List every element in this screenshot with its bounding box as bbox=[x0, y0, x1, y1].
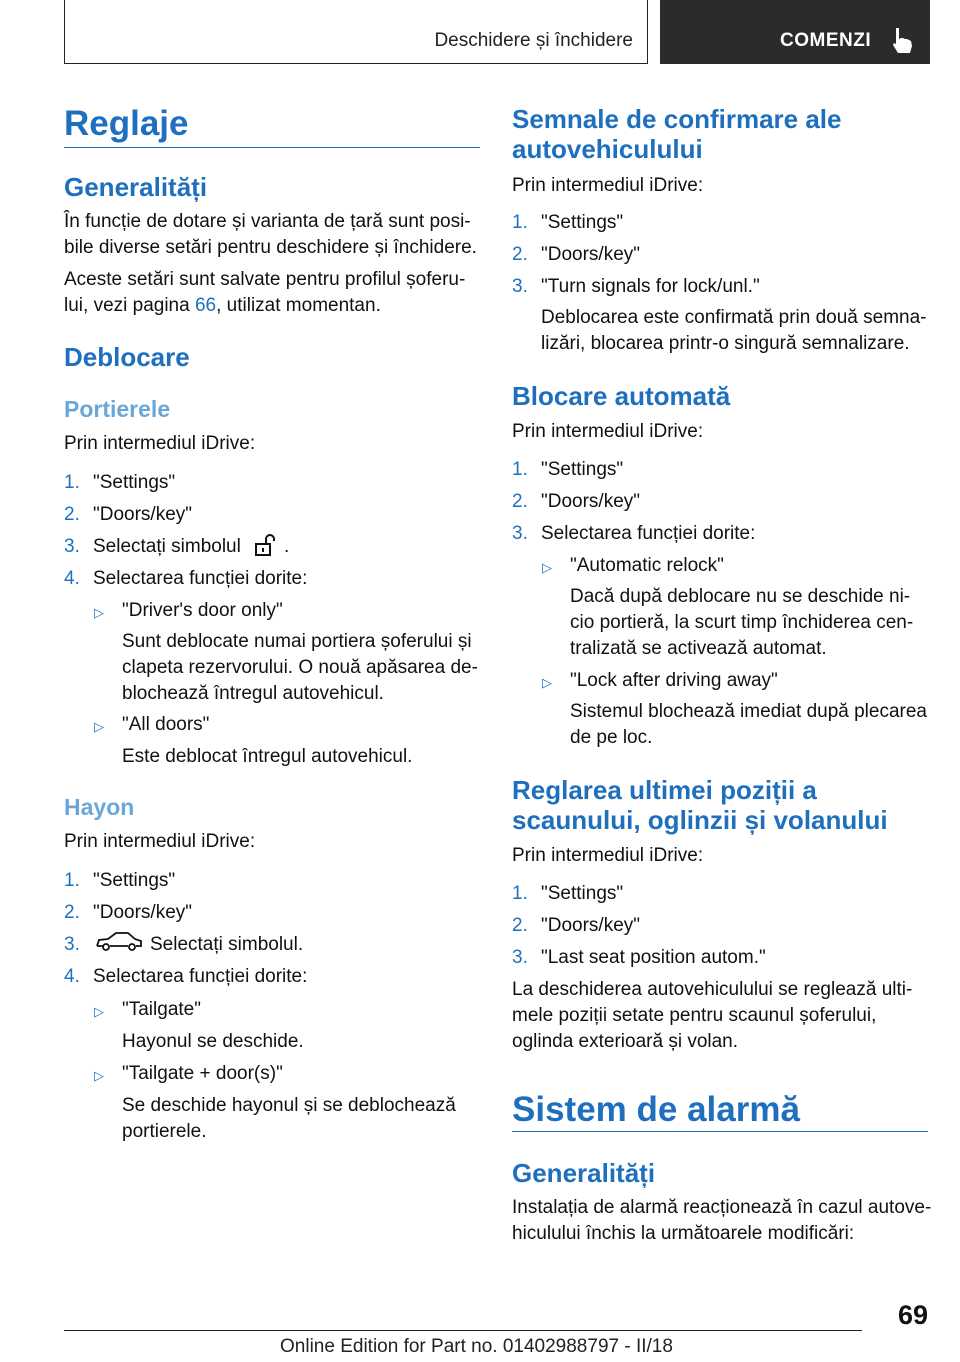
heading-line: Semnale de confirmare ale bbox=[512, 104, 842, 134]
option-desc: Dacă după deblocare nu se deschide ni- bbox=[570, 586, 911, 607]
step-text: "Settings" bbox=[93, 870, 176, 891]
bullet-icon: ▷ bbox=[94, 719, 104, 734]
section-header bbox=[64, 0, 648, 64]
option-label: "All doors" bbox=[122, 714, 210, 735]
intro-text: Prin intermediul iDrive: bbox=[512, 175, 704, 196]
step-number: 3. bbox=[512, 947, 528, 968]
page-header bbox=[64, 0, 930, 64]
option-desc: clapeta rezervorului. O nouă apăsarea de- bbox=[122, 657, 478, 678]
section-title: Deschidere și închidere bbox=[434, 30, 633, 51]
heading-portierele: Portierele bbox=[64, 396, 171, 422]
option-desc: Sistemul blochează imediat după plecarea bbox=[570, 701, 927, 722]
chapter-tab[interactable] bbox=[660, 0, 930, 64]
text: , utilizat momentan. bbox=[216, 295, 381, 316]
option-desc: tralizată se activează automat. bbox=[570, 638, 827, 659]
option-desc: de pe loc. bbox=[570, 727, 653, 748]
step-number: 1. bbox=[64, 870, 80, 891]
car-tailgate-icon bbox=[94, 928, 144, 954]
intro-text: Prin intermediul iDrive: bbox=[64, 831, 256, 852]
chapter-label: COMENZI bbox=[780, 30, 872, 51]
step-text: "Last seat position autom." bbox=[541, 947, 766, 968]
step-text: "Turn signals for lock/unl." bbox=[541, 276, 760, 297]
heading-reglarea bbox=[512, 775, 888, 835]
section-title-alarma: Sistem de alarmă bbox=[512, 1090, 800, 1129]
step-text: Selectați simbolul. bbox=[150, 934, 304, 955]
step-text: Selectarea funcției dorite: bbox=[93, 568, 308, 589]
heading-semnale bbox=[512, 104, 841, 164]
option-desc: blochează întregul autovehicul. bbox=[122, 683, 384, 704]
footer-rule bbox=[64, 1330, 862, 1331]
step-number: 1. bbox=[512, 212, 528, 233]
step-number: 2. bbox=[64, 902, 80, 923]
heading-line: Reglarea ultimei poziții a bbox=[512, 775, 817, 805]
paragraph: La deschiderea autovehiculului se reglează ulti- bbox=[512, 979, 913, 1000]
option-desc: cio portieră, la scurt timp închiderea cen- bbox=[570, 612, 914, 633]
step-text: "Settings" bbox=[541, 212, 624, 233]
title-rule bbox=[64, 147, 480, 148]
step-number: 3. bbox=[64, 536, 80, 557]
option-desc: Se deschide hayonul și se deblochează bbox=[122, 1095, 456, 1116]
step-number: 2. bbox=[512, 244, 528, 265]
option-label: "Tailgate + door(s)" bbox=[122, 1063, 283, 1084]
bullet-icon: ▷ bbox=[94, 1004, 104, 1019]
unlock-icon bbox=[252, 532, 278, 558]
intro-text: Prin intermediul iDrive: bbox=[64, 433, 256, 454]
step-number: 2. bbox=[512, 915, 528, 936]
heading-hayon: Hayon bbox=[64, 794, 135, 820]
step-text: "Doors/key" bbox=[541, 915, 641, 936]
section-title-reglaje: Reglaje bbox=[64, 104, 189, 143]
text: lui, vezi pagina bbox=[64, 295, 195, 316]
step-number: 4. bbox=[64, 568, 80, 589]
step-text: Selectarea funcției dorite: bbox=[93, 966, 308, 987]
paragraph: hiculului închis la următoarele modificări: bbox=[512, 1223, 855, 1244]
title-rule bbox=[512, 1131, 928, 1132]
bullet-icon: ▷ bbox=[542, 675, 552, 690]
heading-generalitati-alarma: Generalități bbox=[512, 1158, 656, 1188]
pointing-hand-icon bbox=[890, 26, 916, 56]
option-desc: Sunt deblocate numai portiera șoferului și bbox=[122, 631, 472, 652]
step-text: "Doors/key" bbox=[93, 504, 193, 525]
bullet-icon: ▷ bbox=[94, 605, 104, 620]
heading-deblocare: Deblocare bbox=[64, 342, 190, 372]
paragraph: Aceste setări sunt salvate pentru profilul șoferu- bbox=[64, 269, 466, 290]
bullet-icon: ▷ bbox=[94, 1068, 104, 1083]
option-label: "Lock after driving away" bbox=[570, 670, 778, 691]
step-text: "Settings" bbox=[541, 883, 624, 904]
heading-line: scaunului, oglinzii și volanului bbox=[512, 805, 888, 835]
heading-line: autovehiculului bbox=[512, 134, 703, 164]
intro-text: Prin intermediul iDrive: bbox=[512, 845, 704, 866]
step-desc: lizări, blocarea printr-o singură semnalizare. bbox=[541, 333, 910, 354]
bullet-icon: ▷ bbox=[542, 560, 552, 575]
paragraph: Instalația de alarmă reacționează în cazul autove- bbox=[512, 1197, 932, 1218]
step-text: "Doors/key" bbox=[541, 491, 641, 512]
edition-text: Online Edition for Part no. 01402988797 - II/18 bbox=[280, 1336, 673, 1357]
option-label: "Tailgate" bbox=[122, 999, 201, 1020]
step-number: 3. bbox=[512, 276, 528, 297]
option-desc: portierele. bbox=[122, 1121, 207, 1142]
step-text: "Doors/key" bbox=[541, 244, 641, 265]
step-number: 1. bbox=[512, 459, 528, 480]
step-number: 1. bbox=[64, 472, 80, 493]
heading-generalitati: Generalități bbox=[64, 172, 208, 202]
step-text: "Settings" bbox=[541, 459, 624, 480]
intro-text: Prin intermediul iDrive: bbox=[512, 421, 704, 442]
paragraph bbox=[64, 292, 381, 320]
paragraph: În funcție de dotare și varianta de țară sunt posi- bbox=[64, 211, 471, 232]
step-number: 1. bbox=[512, 883, 528, 904]
step-text: "Settings" bbox=[93, 472, 176, 493]
step-text: "Doors/key" bbox=[93, 902, 193, 923]
step-number: 2. bbox=[64, 504, 80, 525]
option-desc: Hayonul se deschide. bbox=[122, 1031, 304, 1052]
step-number: 2. bbox=[512, 491, 528, 512]
step-text: Selectați simbolul bbox=[93, 536, 241, 557]
option-desc: Este deblocat întregul autovehicul. bbox=[122, 746, 413, 767]
step-number: 3. bbox=[512, 523, 528, 544]
option-label: "Driver's door only" bbox=[122, 600, 283, 621]
step-desc: Deblocarea este confirmată prin două semna- bbox=[541, 307, 927, 328]
paragraph: mele poziții setate pentru scaunul șoferului, bbox=[512, 1005, 877, 1026]
step-text: Selectarea funcției dorite: bbox=[541, 523, 756, 544]
heading-blocare-automata: Blocare automată bbox=[512, 381, 731, 411]
page-link[interactable]: 66 bbox=[194, 295, 217, 316]
step-suffix: . bbox=[284, 536, 290, 557]
page-number: 69 bbox=[897, 1300, 928, 1330]
paragraph: oglinda exterioară și volan. bbox=[512, 1031, 739, 1052]
paragraph: bile diverse setări pentru deschidere și închidere. bbox=[64, 237, 477, 258]
step-number: 3. bbox=[64, 934, 80, 955]
step-number: 4. bbox=[64, 966, 80, 987]
option-label: "Automatic relock" bbox=[570, 555, 724, 576]
